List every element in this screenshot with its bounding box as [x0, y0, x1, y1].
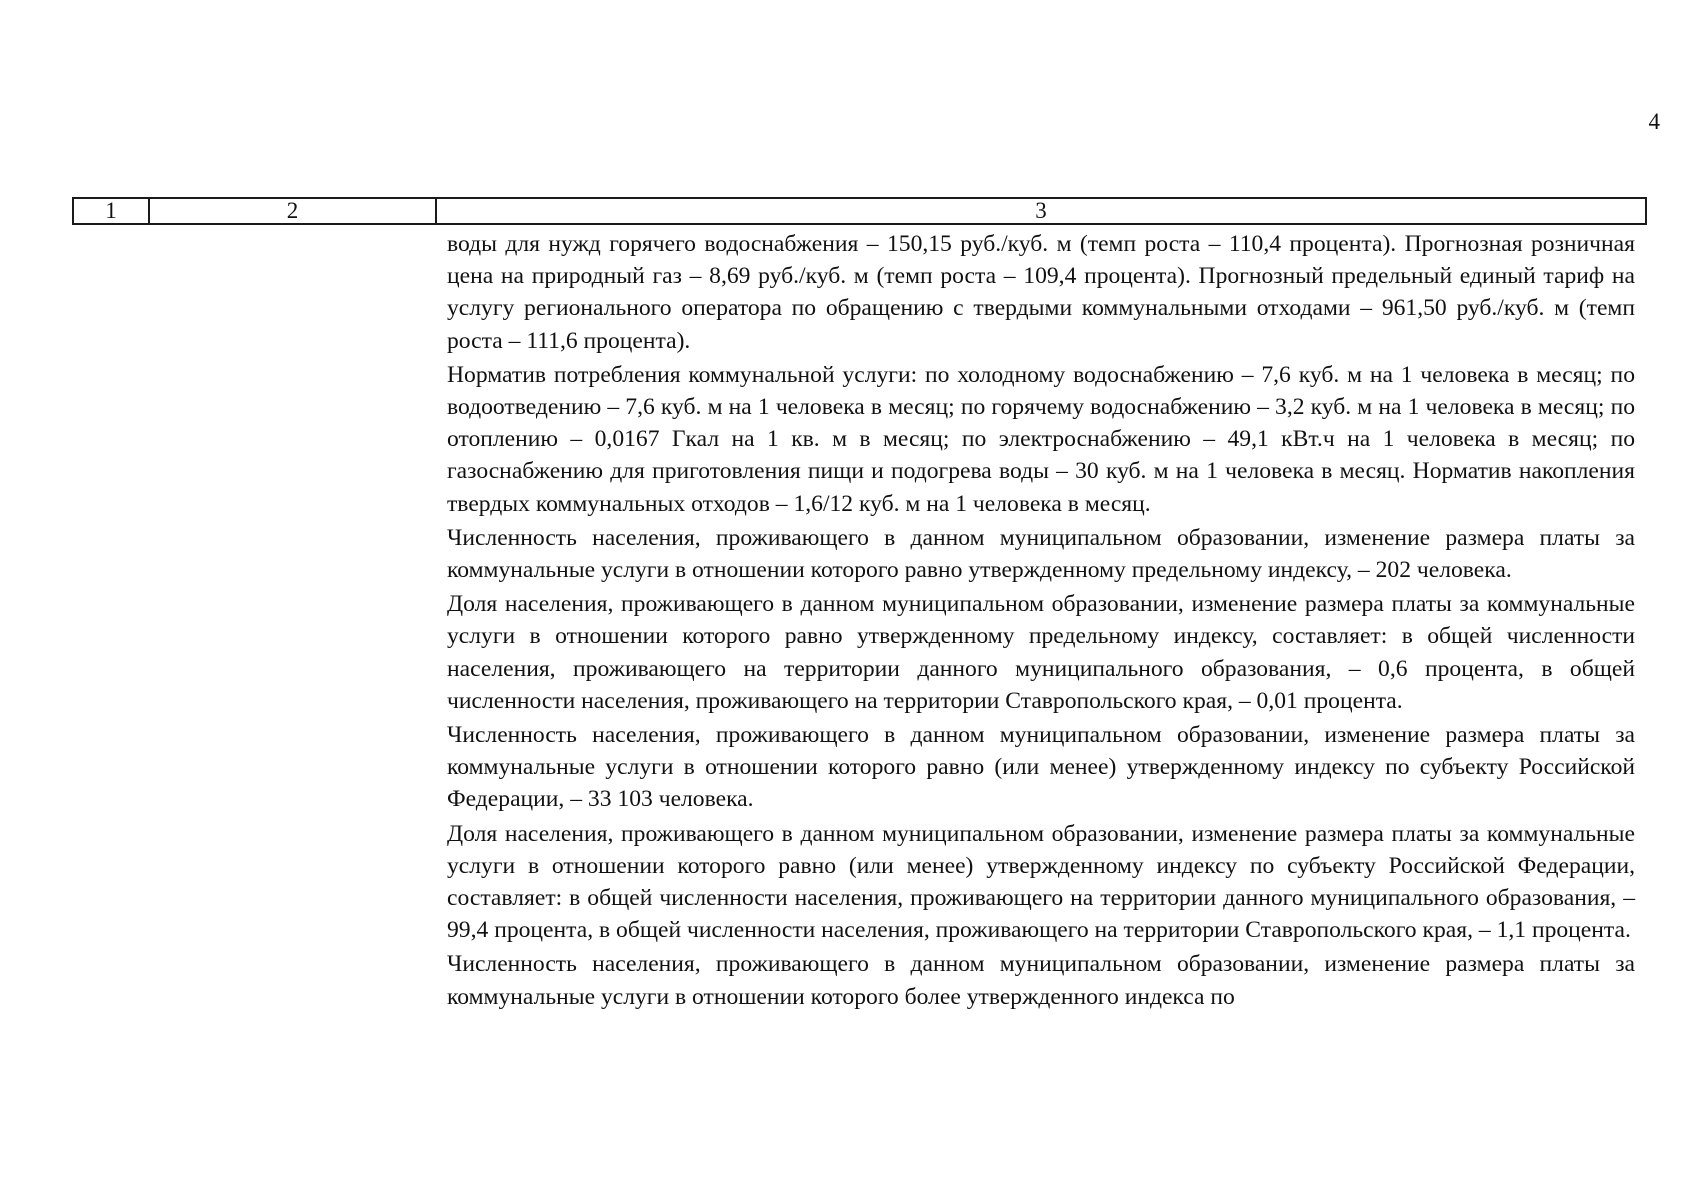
table-header-col-1: 1 — [74, 199, 150, 223]
page-number: 4 — [1648, 109, 1660, 134]
table-header-row — [72, 197, 1647, 225]
paragraph-population-equal-limit: Численность населения, проживающего в данном муниципальном образовании, изменение размера платы за коммунальные услуги в отношении которого равно утвержденному предельному индексу, – 202 человека. — [447, 524, 1635, 584]
table-cell-content-col-3 — [447, 228, 1635, 1013]
table-header-col-3: 3 — [1035, 198, 1047, 223]
paragraph-share-equal-limit: Доля населения, проживающего в данном муниципальном образовании, изменение размера платы за коммунальные услуги в отношении которого равно утвержденному предельному индексу, составляет: в общей численности населения, проживающего на территории данного муниципального образования, – 0,6 процента, в общей численности населения, проживающего на территории Ставропольского края, – 0,01 процента. — [447, 591, 1635, 714]
paragraph-consumption-norms: Норматив потребления коммунальной услуги: по холодному водоснабжению – 7,6 куб. м на 1 человека в месяц; по водоотведению – 7,6 куб. м на 1 человека в месяц; по горячему водоснабжению – 3,2 куб. м на 1 человека в месяц; по отоплению – 0,0167 Гкал на 1 кв. м в месяц; по электроснабжению – 49,1 кВт.ч на 1 человека в месяц; по газоснабжению для приготовления пищи и подогрева воды – 30 куб. м на 1 человека в месяц. Норматив накопления твердых коммунальных отходов – 1,6/12 куб. м на 1 человека в месяц. — [447, 361, 1635, 517]
paragraph-share-equal-or-less-index: Доля населения, проживающего в данном муниципальном образовании, изменение размера платы за коммунальные услуги в отношении которого равно (или менее) утвержденному индексу по субъекту Российской Федерации, составляет: в общей численности населения, проживающего на территории данного муниципального образования, – 99,4 процента, в общей численности населения, проживающего на территории Ставропольского края, – 1,1 процента. — [447, 820, 1635, 944]
table-header-col-2: 2 — [150, 199, 437, 223]
paragraph-population-more-than-index: Численность населения, проживающего в данном муниципальном образовании, изменение размера платы за коммунальные услуги в отношении которого более утвержденного индекса по — [447, 951, 1635, 1010]
paragraph-tariffs: воды для нужд горячего водоснабжения – 150,15 руб./куб. м (темп роста – 110,4 процента). Прогнозная розничная цена на природный газ – 8,69 руб./куб. м (темп роста – 109,4 процента). Прогнозный предельный единый тариф на услугу регионального оператора по обращению с твердыми коммунальными отходами – 961,50 руб./куб. м (темп роста – 111,6 процента). — [447, 231, 1635, 354]
paragraph-population-equal-or-less-index: Численность населения, проживающего в данном муниципальном образовании, изменение размера платы за коммунальные услуги в отношении которого равно (или менее) утвержденному индексу по субъекту Российской Федерации, – 33 103 человека. — [447, 722, 1635, 813]
